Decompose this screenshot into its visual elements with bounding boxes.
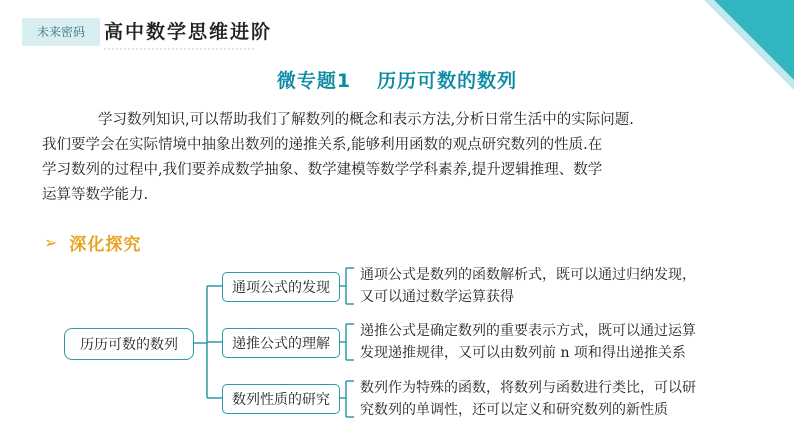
brand-title: 高中数学思维进阶 [104,21,273,43]
intro-line: 学习数列的过程中,我们要养成数学抽象、数学建模等数学学科素养,提升逻辑推理、数学 [42,162,603,178]
branch-description [360,377,720,421]
diagram-root: 历历可数的数列 [64,328,194,360]
description-line: 数列作为特殊的函数，将数列与函数进行类比，可以研 [360,380,696,396]
description-line: 通项公式是数列的函数解析式，既可以通过归纳发现， [360,267,696,283]
section-label: 深化探究 [69,234,142,255]
branch-general-formula: 通项公式的发现 [222,272,340,302]
intro-line: 学习数列知识,可以帮助我们了解数列的概念和表示方法,分析日常生活中的实际问题. [98,112,634,128]
intro-line: 运算等数学能力. [42,187,149,203]
arrow-icon: ➢ [44,232,58,252]
branch-recursive-formula: 递推公式的理解 [222,328,340,358]
branch-description [360,320,720,364]
brand-tag: 未来密码 [22,18,100,46]
description-line: 发现递推规律，又可以由数列前 n 项和得出递推关系 [360,345,686,361]
description-line: 究数列的单调性，还可以定义和研究数列的新性质 [360,402,668,418]
title-number: 微专题1 [276,70,352,92]
branch-sequence-properties: 数列性质的研究 [222,384,340,414]
title-text: 历历可数的数列 [377,70,518,92]
description-line: 又可以通过数学运算获得 [360,289,514,305]
description-line: 递推公式是确定数列的重要表示方式，既可以通过运算 [360,323,696,339]
intro-line: 我们要学会在实际情境中抽象出数列的递推关系,能够利用函数的观点研究数列的性质.在 [42,137,603,153]
branch-description [360,264,720,308]
